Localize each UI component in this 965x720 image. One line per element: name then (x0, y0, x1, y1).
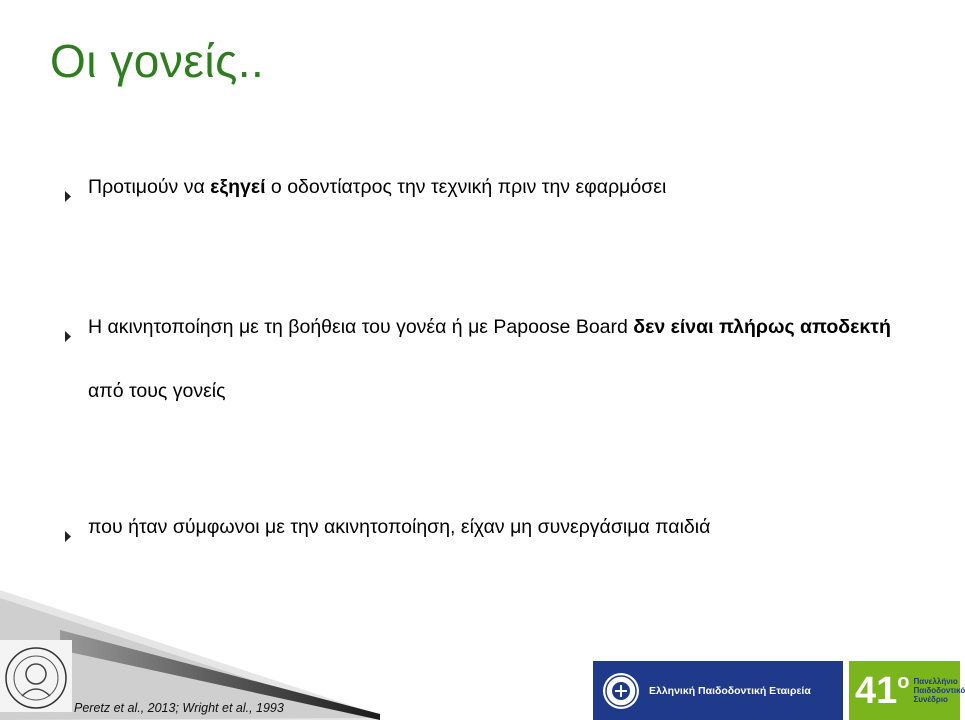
bullet-arrow-icon (64, 172, 88, 211)
bullet-text: Η ακινητοποίηση με τη βοήθεια του γονέα ή με Papoose Board δεν είναι πλήρως αποδεκτή από τους γονείς (88, 316, 891, 402)
bullet-text: που ήταν σύμφωνοι με την ακινητοποίηση, είχαν μη συνεργάσιμα παιδιά (88, 516, 711, 538)
citation: Peretz et al., 2013; Wright et al., 1993 (74, 701, 284, 715)
congress-logo (849, 661, 965, 720)
society-name: Ελληνική Παιδοδοντική Εταιρεία (649, 684, 811, 697)
congress-label: Πανελλήνιο Παιδοδοντικό Συνέδριο (913, 677, 965, 704)
bullet-arrow-icon (64, 512, 88, 551)
bullet-text: Προτιμούν να εξηγεί ο οδοντίατρος την τεχνική πριν την εφαρμόσει (88, 176, 667, 198)
society-emblem-icon (601, 671, 641, 711)
bullet-item (64, 172, 666, 211)
congress-number: $41^o$ (855, 669, 910, 712)
bullet-arrow-icon (64, 312, 88, 351)
slide-title: Οι γονείς.. (50, 35, 265, 87)
university-seal-icon (0, 640, 72, 712)
bullet-item (64, 512, 710, 551)
bullet-item (64, 312, 924, 423)
society-logo (593, 661, 843, 720)
